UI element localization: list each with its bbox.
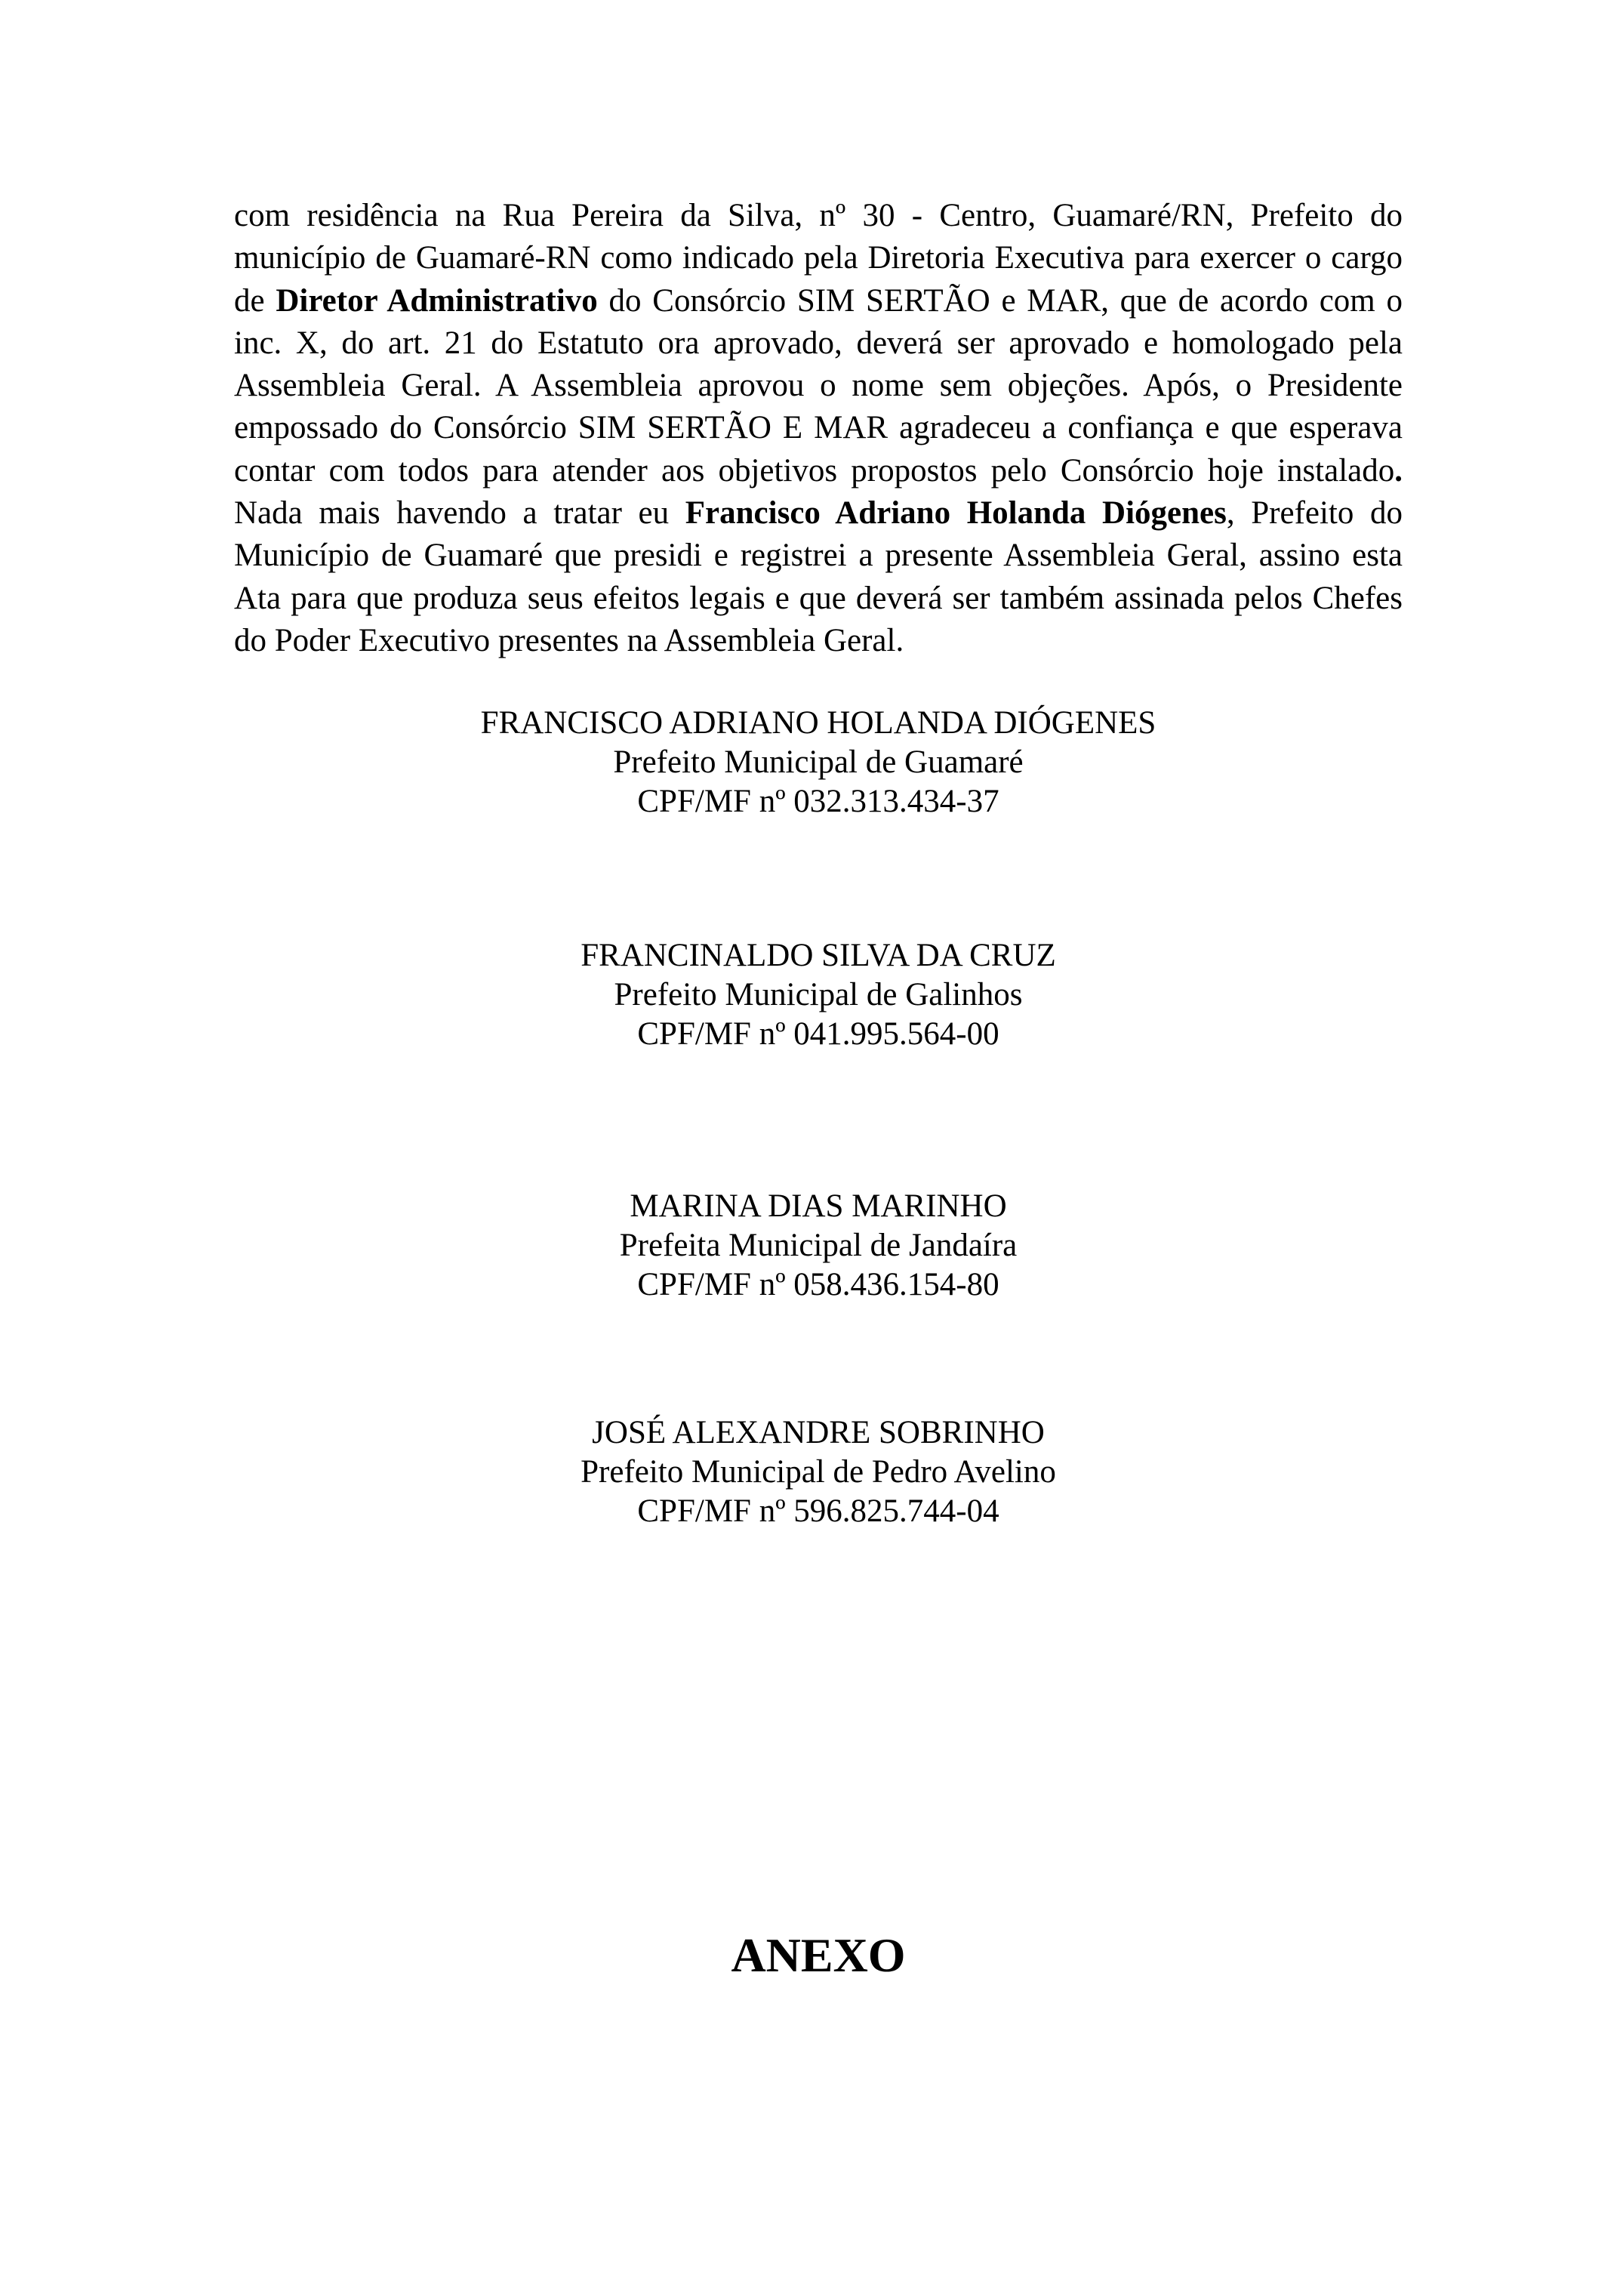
signature-block-galinhos	[234, 936, 1403, 1054]
signatory-role: Prefeita Municipal de Jandaíra	[619, 1228, 1018, 1263]
body-bold-name: Francisco Adriano Holanda Diógenes	[685, 495, 1227, 532]
signature-block-jandaira	[234, 1187, 1403, 1305]
signatory-cpf: CPF/MF nº 041.995.564-00	[637, 1016, 999, 1052]
signatory-role: Prefeito Municipal de Pedro Avelino	[581, 1454, 1056, 1490]
body-bold-role: Diretor Administrativo	[276, 282, 598, 319]
body-text-segment: com residência na Rua Pereira da Silva, nº 30 - Centro, Guamaré/RN, Prefeito do município de Guamaré-RN como indicado pela Diretoria Executiva para exercer o cargo de	[234, 198, 1403, 319]
signature-block-guamare	[234, 704, 1403, 821]
body-text-segment: do Consórcio SIM SERTÃO e MAR, que de acordo com o inc. X, do art. 21 do Estatuto ora aprovado, deverá ser aprovado e homologado pela Assembleia Geral. A Assembleia aprovou o nome sem objeções. Após, o Presidente empossado do Consórcio SIM SERTÃO E MAR agradeceu a confiança e que esperava contar com todos para atender aos objetivos propostos pelo Consórcio hoje instalado	[234, 282, 1403, 488]
signature-block-pedro-avelino	[234, 1413, 1403, 1531]
body-paragraph	[234, 195, 1403, 662]
signatory-name: MARINA DIAS MARINHO	[630, 1188, 1007, 1224]
signatory-name: FRANCINALDO SILVA DA CRUZ	[581, 938, 1056, 973]
annex-title: ANEXO	[731, 1928, 906, 1982]
signatory-name: FRANCISCO ADRIANO HOLANDA DIÓGENES	[480, 705, 1156, 741]
signatory-cpf: CPF/MF nº 032.313.434-37	[637, 784, 999, 819]
signatory-cpf: CPF/MF nº 058.436.154-80	[637, 1267, 999, 1302]
body-text-segment: , Prefeito do Município de Guamaré que presidi e registrei a presente Assembleia Geral, assino esta Ata para que produza seus efeitos legais e que deverá ser também assinada pelos Chefes do Poder Executivo presentes na Assembleia Geral.	[234, 495, 1403, 658]
signatory-role: Prefeito Municipal de Guamaré	[613, 744, 1024, 780]
signatory-role: Prefeito Municipal de Galinhos	[614, 977, 1023, 1012]
body-bold-period: .	[1394, 452, 1403, 488]
signatory-name: JOSÉ ALEXANDRE SOBRINHO	[592, 1415, 1045, 1450]
body-text-segment: Nada mais havendo a tratar eu	[234, 495, 685, 532]
signatory-cpf: CPF/MF nº 596.825.744-04	[637, 1493, 999, 1529]
